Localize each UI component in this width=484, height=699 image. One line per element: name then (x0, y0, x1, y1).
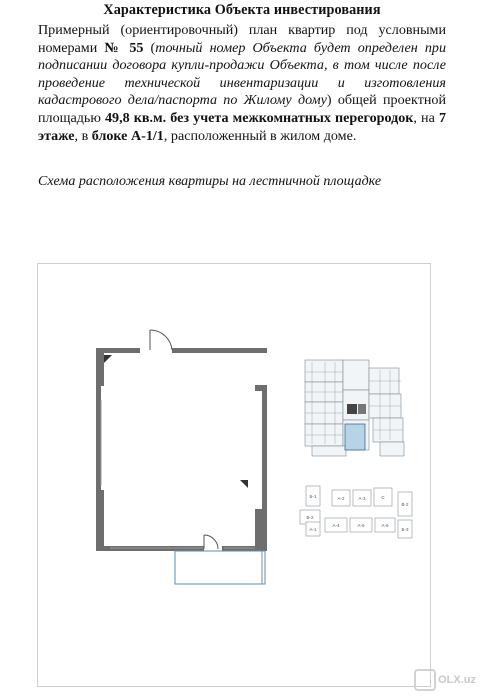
text-fragment: , в (74, 127, 92, 144)
site-label: Б-1 (309, 494, 317, 499)
site-label: Б-3 (401, 527, 409, 532)
site-label: В-2 (401, 502, 409, 507)
site-label: А-4 (332, 523, 340, 528)
block-value: блоке А-1/1 (91, 127, 164, 144)
site-label: А-2 (337, 496, 345, 501)
watermark-text: OLX.uz (438, 673, 476, 686)
page-title: Характеристика Объекта инвестирования (103, 2, 381, 18)
text-fragment: ) общей проектной площадью (38, 92, 446, 126)
site-label: С (381, 495, 385, 500)
olx-logo-icon (414, 669, 436, 691)
note-italic: точный номер Объекта будет определен при подписании договора купли-продажи Объекта, в том числе после проведение технической инвентаризации и изготовления кадастрового дела/паспорта по Жилому дому (38, 39, 447, 109)
apartment-number: № 55 (104, 39, 144, 56)
text-fragment: ( (143, 39, 156, 56)
entry-door (150, 330, 172, 350)
stair-core (347, 404, 357, 414)
highlighted-apartment (345, 424, 365, 450)
site-label: А-6 (381, 523, 389, 528)
corner-mark (104, 355, 112, 363)
text-fragment: , расположенный в жилом доме. (163, 127, 357, 144)
olx-watermark (414, 669, 476, 691)
site-label: А-5 (357, 523, 365, 528)
corner-mark (240, 480, 248, 488)
text-fragment: Примерный (ориентировочный) план квартир под условными номерами (38, 22, 446, 56)
site-plan (300, 486, 412, 538)
balcony (175, 551, 265, 584)
text-fragment: , на (413, 109, 439, 126)
site-label: А-3 (358, 496, 366, 501)
site-label: Б-2 (306, 515, 314, 520)
floor-value: 7 этаже (38, 109, 447, 144)
balcony-door (204, 535, 218, 549)
elevator-core (358, 404, 366, 414)
area-value: 49,8 кв.м. без учета межкомнатных перегородок (104, 109, 414, 126)
window-marks (101, 400, 255, 548)
scheme-caption: Схема расположения квартиры на лестничной площадке (38, 174, 382, 189)
site-label: А-1 (309, 527, 317, 532)
apartment-walls (96, 348, 267, 551)
